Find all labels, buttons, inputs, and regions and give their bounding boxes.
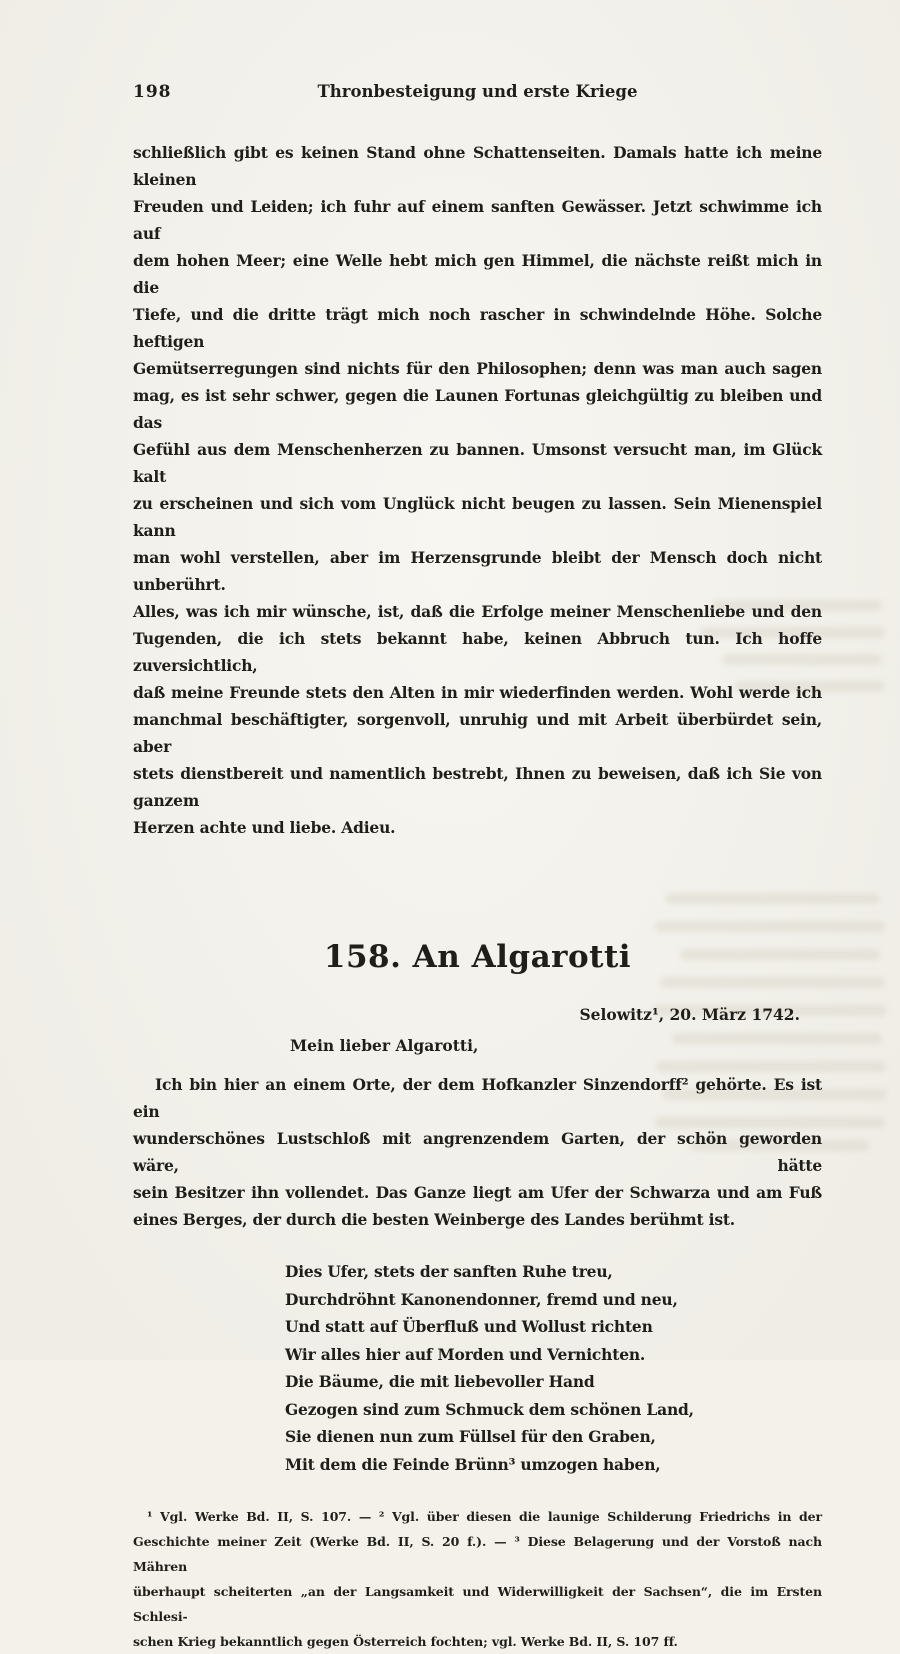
text-line: eines Berges, der durch die besten Weinberge des Landes berühmt ist.	[133, 1210, 735, 1229]
text-line: Gemütserregungen sind nichts für den Philosophen; denn was man auch sagen	[133, 359, 822, 378]
letter-dateline: Selowitz¹, 20. März 1742.	[579, 1005, 800, 1024]
section-heading: 158. An Algarotti	[323, 939, 632, 975]
text-block	[133, 0, 822, 1654]
text-line: Ich bin hier an einem Orte, der dem Hofkanzler Sinzendorff² gehörte. Es ist ein	[133, 1075, 822, 1121]
text-line: zu erscheinen und sich vom Unglück nicht beugen zu lassen. Sein Mienenspiel kann	[133, 494, 822, 540]
text-line: Alles, was ich mir wünsche, ist, daß die Erfolge meiner Menschenliebe und den	[133, 602, 822, 621]
text-line: dem hohen Meer; eine Welle hebt mich gen Himmel, die nächste reißt mich in die	[133, 251, 822, 297]
poem-line: Die Bäume, die mit liebevoller Hand	[285, 1372, 595, 1391]
text-line: Tugenden, die ich stets bekannt habe, keinen Abbruch tun. Ich hoffe zuversichtlich,	[133, 629, 822, 675]
text-line: man wohl verstellen, aber im Herzensgrunde bleibt der Mensch doch nicht unberührt.	[133, 548, 822, 594]
running-header: Thronbesteigung und erste Kriege	[317, 82, 638, 101]
letter-salutation: Mein lieber Algarotti,	[290, 1036, 479, 1055]
text-line: wunderschönes Lustschloß mit angrenzendem Garten, der schön geworden wäre, hätte	[133, 1129, 822, 1175]
text-line: Tiefe, und die dritte trägt mich noch rascher in schwindelnde Höhe. Solche heftigen	[133, 305, 822, 351]
previous-letter-closing-paragraph	[133, 139, 822, 841]
text-line: Gefühl aus dem Menschenherzen zu bannen. Umsonst versucht man, im Glück kalt	[133, 440, 822, 486]
poem-line: Und statt auf Überfluß und Wollust richten	[285, 1317, 653, 1336]
poem-line: Dies Ufer, stets der sanften Ruhe treu,	[285, 1262, 613, 1281]
footnote-line: schen Krieg bekanntlich gegen Österreich fochten; vgl. Werke Bd. II, S. 107 ff.	[133, 1634, 678, 1649]
footnote-line: Geschichte meiner Zeit (Werke Bd. II, S. 20 f.). — ³ Diese Belagerung und der Vorstoß nach Mähren	[133, 1534, 822, 1574]
poem-line: Mit dem die Feinde Brünn³ umzogen haben,	[285, 1454, 661, 1474]
footnote-line: ¹ Vgl. Werke Bd. II, S. 107. — ² Vgl. über diesen die launige Schilderung Friedrichs in der	[147, 1509, 822, 1524]
poem-line: Durchdröhnt Kanonendonner, fremd und neu,	[285, 1289, 678, 1309]
text-line: Herzen achte und liebe. Adieu.	[133, 818, 396, 837]
letter-poem	[133, 1258, 822, 1478]
poem-line: Wir alles hier auf Morden und Vernichten.	[285, 1344, 646, 1364]
poem-line: Gezogen sind zum Schmuck dem schönen Land,	[285, 1399, 694, 1419]
page-header	[133, 82, 822, 106]
text-line: daß meine Freunde stets den Alten in mir wiederfinden werden. Wohl werde ich	[133, 683, 822, 702]
footnote-line: überhaupt scheiterten „an der Langsamkeit und Widerwilligkeit der Sachsen“, die im Ersten Schlesi-	[133, 1584, 822, 1624]
text-line: sein Besitzer ihn vollendet. Das Ganze liegt am Ufer der Schwarza und am Fuß	[133, 1183, 822, 1202]
page-number: 198	[133, 82, 172, 102]
text-line: Freuden und Leiden; ich fuhr auf einem sanften Gewässer. Jetzt schwimme ich auf	[133, 197, 822, 243]
poem-line: Sie dienen nun zum Füllsel für den Graben,	[285, 1427, 656, 1446]
letter-paragraph	[133, 1071, 822, 1233]
footnotes	[133, 1504, 822, 1654]
text-line: schließlich gibt es keinen Stand ohne Schattenseiten. Damals hatte ich meine kleinen	[133, 143, 822, 189]
text-line: manchmal beschäftigter, sorgenvoll, unruhig und mit Arbeit überbürdet sein, aber	[133, 710, 822, 756]
text-line: stets dienstbereit und namentlich bestrebt, Ihnen zu beweisen, daß ich Sie von ganzem	[133, 764, 822, 810]
text-line: mag, es ist sehr schwer, gegen die Launen Fortunas gleichgültig zu bleiben und das	[133, 386, 822, 432]
